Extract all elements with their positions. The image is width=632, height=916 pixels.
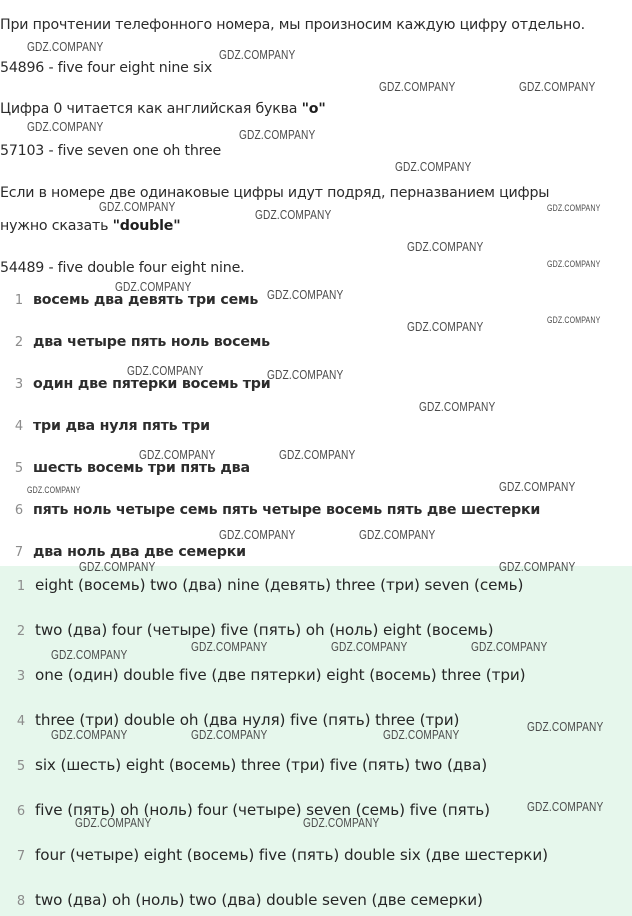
answer-number: 5 — [16, 759, 25, 774]
watermark: GDZ.COMPANY — [255, 207, 332, 222]
answer-text: two (два) oh (ноль) two (два) double seven (две семерки) — [35, 891, 483, 909]
watermark: GDZ.COMPANY — [219, 47, 296, 62]
answer-number: 8 — [16, 894, 25, 909]
question-text: два четыре пять ноль восемь — [33, 334, 270, 350]
watermark: GDZ.COMPANY — [267, 287, 344, 302]
watermark: GDZ.COMPANY — [407, 239, 484, 254]
watermark: GDZ.COMPANY — [51, 727, 128, 742]
watermark: GDZ.COMPANY — [279, 447, 356, 462]
watermark: GDZ.COMPANY — [115, 279, 192, 294]
watermark: GDZ.COMPANY — [395, 159, 472, 174]
answer-text: two (два) four (четыре) five (пять) oh (ноль) eight (восемь) — [35, 621, 494, 639]
watermark: GDZ.COMPANY — [499, 479, 576, 494]
rule-double-line1: Если в номере две одинаковые цифры идут подряд, перназванием цифры — [0, 185, 550, 201]
answer-number: 1 — [16, 579, 25, 594]
watermark: GDZ.COMPANY — [267, 367, 344, 382]
watermark: GDZ.COMPANY — [27, 39, 104, 54]
answer-text: three (три) double oh (два нуля) five (пять) three (три) — [35, 711, 460, 729]
answer-item — [0, 845, 548, 867]
rule-zero — [0, 100, 326, 118]
question-item — [0, 333, 270, 352]
watermark: GDZ.COMPANY — [527, 719, 604, 734]
answer-number: 4 — [16, 714, 25, 729]
watermark: GDZ.COMPANY — [99, 199, 176, 214]
watermark: GDZ.COMPANY — [379, 79, 456, 94]
example-2: 57103 - five seven one oh three — [0, 143, 222, 159]
watermark: GDZ.COMPANY — [547, 203, 601, 213]
watermark: GDZ.COMPANY — [519, 79, 596, 94]
rule-double-line2 — [0, 217, 180, 235]
watermark: GDZ.COMPANY — [499, 559, 576, 574]
answer-text: five (пять) oh (ноль) four (четыре) seven (семь) five (пять) — [35, 801, 490, 819]
answer-text: six (шесть) eight (восемь) three (три) five (пять) two (два) — [35, 756, 488, 774]
question-number: 3 — [14, 377, 23, 392]
question-text: восемь два девять три семь — [33, 292, 259, 308]
question-number: 6 — [14, 503, 23, 518]
rule-double-word: "double" — [112, 218, 181, 234]
watermark: GDZ.COMPANY — [139, 447, 216, 462]
watermark: GDZ.COMPANY — [191, 639, 268, 654]
answer-number: 3 — [16, 669, 25, 684]
rule-zero-letter: "o" — [301, 101, 326, 117]
watermark: GDZ.COMPANY — [239, 127, 316, 142]
watermark: GDZ.COMPANY — [331, 639, 408, 654]
question-text: три два нуля пять три — [33, 418, 210, 434]
answer-text: four (четыре) eight (восемь) five (пять) double six (две шестерки) — [35, 846, 548, 864]
answer-text: eight (восемь) two (два) nine (девять) three (три) seven (семь) — [35, 576, 524, 594]
watermark: GDZ.COMPANY — [547, 315, 601, 325]
watermark: GDZ.COMPANY — [219, 527, 296, 542]
answer-number: 7 — [16, 849, 25, 864]
answer-item — [0, 575, 523, 597]
answer-item — [0, 665, 525, 687]
watermark: GDZ.COMPANY — [407, 319, 484, 334]
question-text: один две пятерки восемь три — [33, 376, 271, 392]
watermark: GDZ.COMPANY — [27, 485, 81, 495]
watermark: GDZ.COMPANY — [75, 815, 152, 830]
answer-number: 2 — [16, 624, 25, 639]
answer-item — [0, 800, 490, 822]
watermark: GDZ.COMPANY — [79, 559, 156, 574]
question-number: 7 — [14, 545, 23, 560]
question-number: 2 — [14, 335, 23, 350]
answer-number: 6 — [16, 804, 25, 819]
watermark: GDZ.COMPANY — [547, 259, 601, 269]
watermark: GDZ.COMPANY — [303, 815, 380, 830]
watermark: GDZ.COMPANY — [359, 527, 436, 542]
rule-double-text: нужно сказать — [0, 218, 113, 234]
watermark: GDZ.COMPANY — [27, 119, 104, 134]
question-item — [0, 501, 540, 520]
watermark: GDZ.COMPANY — [471, 639, 548, 654]
rule-each-digit: При прочтении телефонного номера, мы произносим каждую цифру отдельно. — [0, 17, 585, 33]
watermark: GDZ.COMPANY — [191, 727, 268, 742]
answer-text: one (один) double five (две пятерки) eight (восемь) three (три) — [35, 666, 526, 684]
question-number: 1 — [14, 293, 23, 308]
question-text: два ноль два две семерки — [33, 544, 246, 560]
question-number: 4 — [14, 419, 23, 434]
rule-zero-text: Цифра 0 читается как английская буква — [0, 101, 302, 117]
question-text: шесть восемь три пять два — [33, 460, 250, 476]
question-text: пять ноль четыре семь пять четыре восемь пять две шестерки — [33, 502, 541, 518]
example-3: 54489 - five double four eight nine. — [0, 260, 245, 276]
watermark: GDZ.COMPANY — [383, 727, 460, 742]
answer-item — [0, 755, 487, 777]
question-item — [0, 417, 210, 436]
watermark: GDZ.COMPANY — [51, 647, 128, 662]
watermark: GDZ.COMPANY — [527, 799, 604, 814]
example-1: 54896 - five four eight nine six — [0, 60, 213, 76]
watermark: GDZ.COMPANY — [127, 363, 204, 378]
answer-item — [0, 890, 483, 912]
question-number: 5 — [14, 461, 23, 476]
watermark: GDZ.COMPANY — [419, 399, 496, 414]
